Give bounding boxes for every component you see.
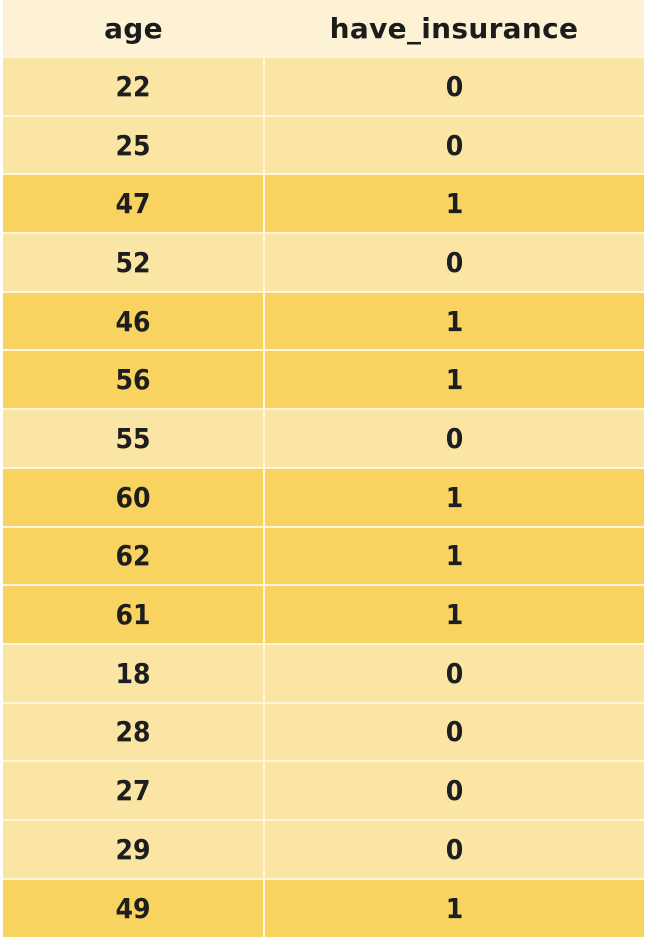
cell-age: 47	[3, 174, 264, 233]
cell-age: 49	[3, 879, 264, 938]
table-row	[3, 879, 644, 938]
table-header-row	[3, 0, 644, 57]
cell-have-insurance: 0	[264, 116, 644, 175]
cell-age: 29	[3, 820, 264, 879]
cell-age: 27	[3, 761, 264, 820]
table-row	[3, 116, 644, 175]
table-row	[3, 57, 644, 116]
table-row	[3, 350, 644, 409]
cell-have-insurance: 1	[264, 468, 644, 527]
cell-age: 18	[3, 644, 264, 703]
cell-age: 28	[3, 703, 264, 762]
cell-have-insurance: 0	[264, 761, 644, 820]
table-row	[3, 174, 644, 233]
table-row	[3, 233, 644, 292]
table-row	[3, 468, 644, 527]
column-header-age: age	[104, 11, 163, 45]
cell-have-insurance: 1	[264, 292, 644, 351]
table-row	[3, 585, 644, 644]
cell-have-insurance: 1	[264, 527, 644, 586]
table-row	[3, 761, 644, 820]
cell-age: 61	[3, 585, 264, 644]
cell-have-insurance: 0	[264, 703, 644, 762]
table-row	[3, 292, 644, 351]
column-header-have-insurance: have_insurance	[329, 11, 579, 45]
cell-have-insurance: 0	[264, 820, 644, 879]
cell-have-insurance: 0	[264, 57, 644, 116]
cell-have-insurance: 1	[264, 350, 644, 409]
cell-have-insurance: 0	[264, 233, 644, 292]
table-row	[3, 409, 644, 468]
cell-have-insurance: 1	[264, 879, 644, 938]
cell-age: 55	[3, 409, 264, 468]
cell-have-insurance: 0	[264, 644, 644, 703]
cell-have-insurance: 0	[264, 409, 644, 468]
table-row	[3, 527, 644, 586]
cell-age: 60	[3, 468, 264, 527]
table-row	[3, 703, 644, 762]
cell-age: 52	[3, 233, 264, 292]
cell-age: 62	[3, 527, 264, 586]
table-row	[3, 820, 644, 879]
insurance-table	[3, 0, 644, 937]
cell-age: 46	[3, 292, 264, 351]
cell-have-insurance: 1	[264, 174, 644, 233]
cell-age: 25	[3, 116, 264, 175]
cell-have-insurance: 1	[264, 585, 644, 644]
cell-age: 56	[3, 350, 264, 409]
table-row	[3, 644, 644, 703]
cell-age: 22	[3, 57, 264, 116]
